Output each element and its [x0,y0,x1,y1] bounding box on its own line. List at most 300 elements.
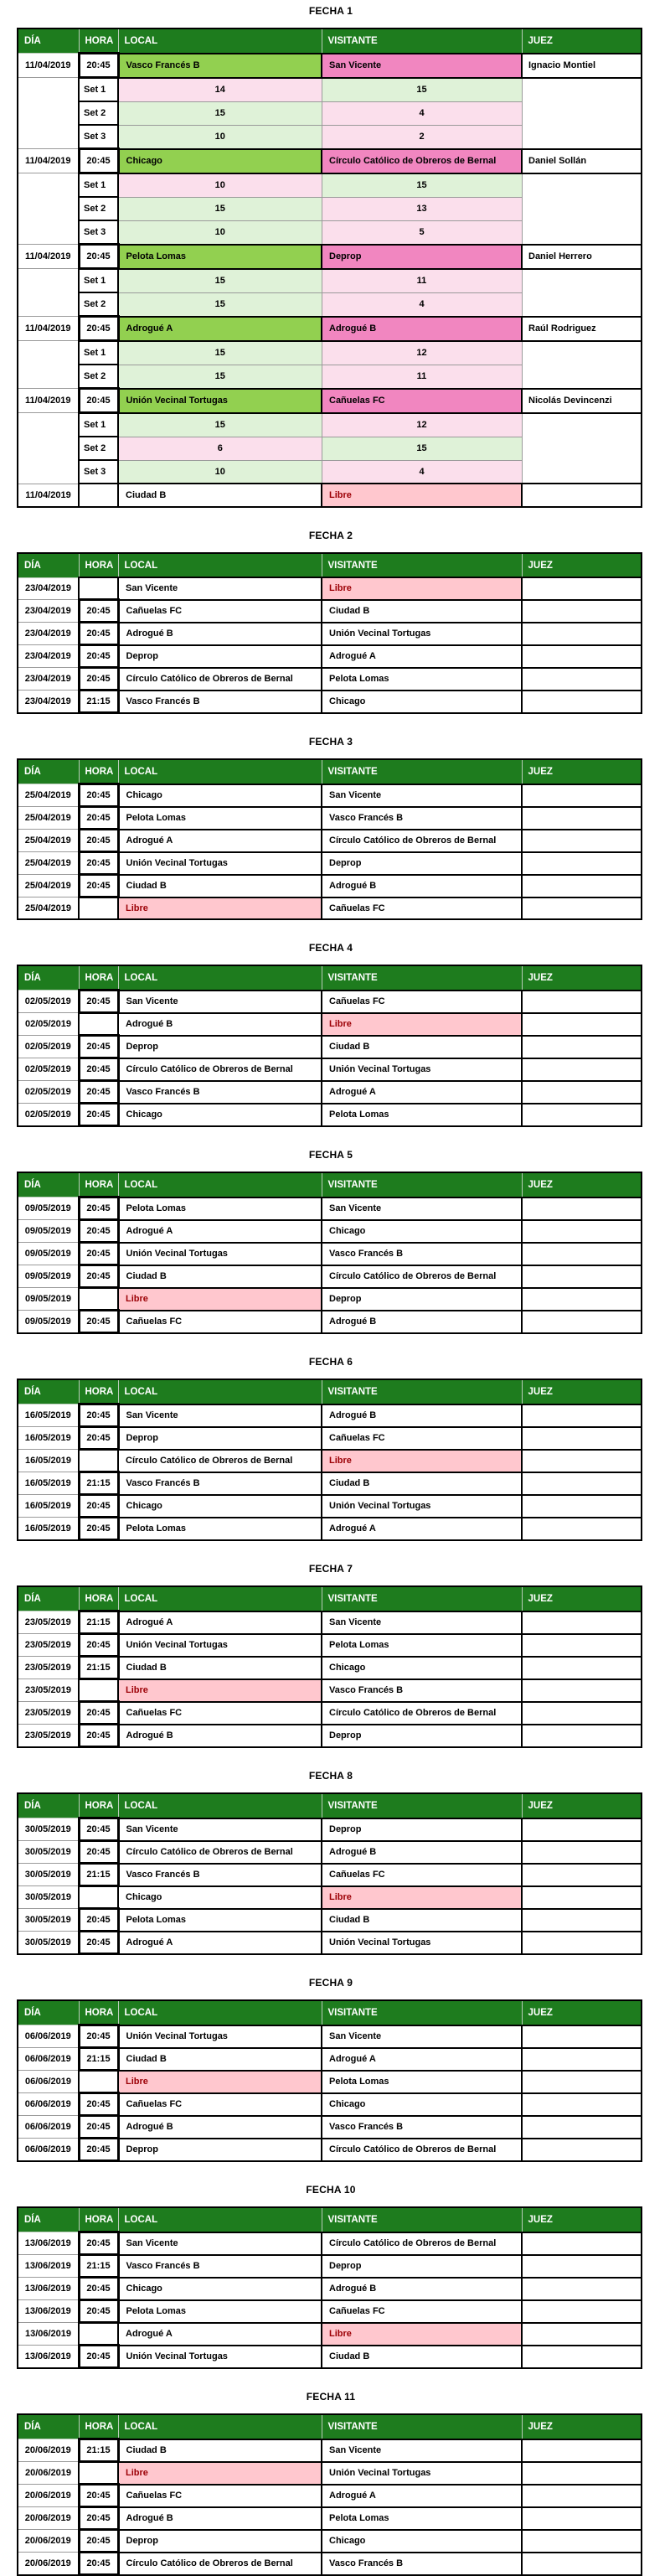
match-row [18,2553,642,2575]
hora-cell: 20:45 [79,2232,118,2255]
local-team-cell: San Vicente [118,1404,322,1427]
dia-cell: 30/05/2019 [18,1909,79,1932]
visitante-team-cell: Adrogué B [322,1404,522,1427]
header-cell-local: LOCAL [118,965,322,991]
juez-empty-cell [522,413,642,484]
visitante-team-cell: Círculo Católico de Obreros de Bernal [322,830,522,852]
hora-cell: 20:45 [79,1909,118,1932]
hora-cell [79,1288,118,1311]
match-row [18,317,642,341]
juez-cell [522,807,642,830]
set-score-visitante: 5 [322,220,522,245]
juez-cell [522,852,642,875]
juez-cell: Nicolás Devincenzi [522,389,642,413]
dia-cell: 20/06/2019 [18,2439,79,2462]
hora-cell: 20:45 [79,1932,118,1954]
header-cell-hora: HORA [79,2414,118,2439]
local-team-cell: Círculo Católico de Obreros de Bernal [118,2553,322,2575]
hora-cell: 20:45 [79,2507,118,2530]
set-score-visitante: 12 [322,341,522,365]
header-cell-visitante: VISITANTE [322,1172,522,1197]
dia-cell: 09/05/2019 [18,1220,79,1243]
set-label-cell: Set 2 [79,437,118,460]
hora-cell: 21:15 [79,2439,118,2462]
match-row [18,1058,642,1081]
local-team-cell: Ciudad B [118,1657,322,1679]
visitante-team-cell: Deprop [322,1288,522,1311]
match-row [18,1220,642,1243]
hora-cell: 21:15 [79,2048,118,2071]
hora-cell [79,484,118,507]
match-row [18,2485,642,2507]
fecha-section-9 [0,1955,670,2162]
header-cell-visitante: VISITANTE [322,2207,522,2232]
hora-cell: 20:45 [79,2278,118,2300]
local-team-cell: Adrogué B [118,2507,322,2530]
hora-cell: 20:45 [79,1725,118,1747]
match-row [18,852,642,875]
visitante-team-cell: Vasco Francés B [322,1243,522,1265]
visitante-team-cell: Unión Vecinal Tortugas [322,1495,522,1518]
set-score-visitante: 4 [322,460,522,484]
hora-cell: 21:15 [79,691,118,713]
juez-cell [522,1104,642,1126]
match-row [18,54,642,78]
set-row [18,413,642,437]
match-row [18,484,642,507]
juez-cell [522,1495,642,1518]
juez-cell: Ignacio Montiel [522,54,642,78]
local-team-cell: Libre [118,897,322,920]
local-team-cell: San Vicente [118,577,322,600]
header-cell-hora: HORA [79,965,118,991]
set-score-local: 6 [118,437,322,460]
visitante-team-cell: Unión Vecinal Tortugas [322,1058,522,1081]
set-score-local: 15 [118,197,322,220]
hora-cell: 20:45 [79,807,118,830]
juez-cell [522,1818,642,1841]
set-score-local: 10 [118,173,322,198]
hora-cell: 20:45 [79,1104,118,1126]
local-team-cell: Deprop [118,2139,322,2161]
fecha-title: FECHA 7 [308,1563,353,1575]
juez-cell [522,1634,642,1657]
juez-cell [522,645,642,668]
dia-cell: 30/05/2019 [18,1818,79,1841]
fecha-section-10 [0,2162,670,2369]
hora-cell: 20:45 [79,1495,118,1518]
dia-cell: 23/04/2019 [18,577,79,600]
dia-cell: 25/04/2019 [18,784,79,807]
dia-cell: 11/04/2019 [18,389,79,413]
match-row [18,1197,642,1220]
fecha-section-11 [0,2369,670,2576]
local-team-cell: Pelota Lomas [118,807,322,830]
schedule-table [17,28,642,508]
visitante-team-cell: Cañuelas FC [322,1427,522,1450]
juez-empty-cell [522,173,642,245]
local-team-cell: Cañuelas FC [118,1311,322,1333]
dia-cell: 06/06/2019 [18,2116,79,2139]
juez-cell [522,875,642,897]
juez-cell [522,1841,642,1864]
header-row [18,759,642,784]
dia-cell: 11/04/2019 [18,317,79,341]
local-team-cell: Ciudad B [118,875,322,897]
dia-cell: 23/04/2019 [18,691,79,713]
schedule-table [17,2413,642,2576]
header-cell-juez: JUEZ [522,1379,642,1404]
dia-cell: 25/04/2019 [18,830,79,852]
hora-cell: 20:45 [79,668,118,691]
dia-cell: 02/05/2019 [18,1081,79,1104]
visitante-team-cell: Libre [322,2323,522,2346]
set-score-local: 15 [118,341,322,365]
hora-cell: 20:45 [79,2346,118,2368]
visitante-team-cell: Ciudad B [322,1909,522,1932]
local-team-cell: Libre [118,1679,322,1702]
header-cell-da: DÍA [18,2000,79,2025]
visitante-team-cell: San Vicente [322,1611,522,1634]
visitante-team-cell: Ciudad B [322,600,522,623]
dia-cell: 16/05/2019 [18,1472,79,1495]
set-label-cell: Set 2 [79,101,118,125]
set-score-visitante: 4 [322,101,522,125]
visitante-team-cell: Chicago [322,2530,522,2553]
hora-cell: 20:45 [79,2116,118,2139]
local-team-cell: Unión Vecinal Tortugas [118,1634,322,1657]
visitante-team-cell: Círculo Católico de Obreros de Bernal [322,2232,522,2255]
header-cell-local: LOCAL [118,1172,322,1197]
visitante-team-cell: Ciudad B [322,1472,522,1495]
match-row [18,600,642,623]
visitante-team-cell: Libre [322,1450,522,1472]
dia-cell: 20/06/2019 [18,2462,79,2485]
visitante-team-cell: San Vicente [322,784,522,807]
fecha-title: FECHA 3 [308,736,353,747]
match-row [18,1725,642,1747]
match-row [18,991,642,1013]
juez-cell [522,2530,642,2553]
dia-cell: 23/05/2019 [18,1611,79,1634]
juez-cell [522,1909,642,1932]
local-team-cell: Ciudad B [118,484,322,507]
juez-empty-cell [522,341,642,389]
dia-cell: 13/06/2019 [18,2255,79,2278]
fecha-section-6 [0,1334,670,1541]
visitante-team-cell: Pelota Lomas [322,2507,522,2530]
local-team-cell: Vasco Francés B [118,2255,322,2278]
match-row [18,1886,642,1909]
match-row [18,2071,642,2093]
juez-empty-cell [522,78,642,149]
visitante-team-cell: Libre [322,1886,522,1909]
juez-cell [522,2071,642,2093]
dia-cell: 25/04/2019 [18,875,79,897]
header-cell-visitante: VISITANTE [322,2414,522,2439]
fecha-title: FECHA 6 [308,1356,353,1368]
local-team-cell: San Vicente [118,991,322,1013]
schedule-table [17,1792,642,1955]
juez-cell [522,1518,642,1540]
match-row [18,2300,642,2323]
dia-cell: 11/04/2019 [18,54,79,78]
juez-cell [522,691,642,713]
set-score-local: 15 [118,365,322,389]
local-team-cell: Libre [118,1288,322,1311]
juez-cell [522,2278,642,2300]
local-team-cell: Deprop [118,645,322,668]
hora-cell: 20:45 [79,1518,118,1540]
visitante-team-cell: Deprop [322,1818,522,1841]
header-cell-da: DÍA [18,965,79,991]
visitante-team-cell: Cañuelas FC [322,2300,522,2323]
juez-cell [522,2553,642,2575]
hora-cell: 20:45 [79,1634,118,1657]
match-row [18,1702,642,1725]
hora-cell: 20:45 [79,600,118,623]
dia-cell: 13/06/2019 [18,2278,79,2300]
visitante-team-cell: Deprop [322,2255,522,2278]
dia-cell: 09/05/2019 [18,1243,79,1265]
dia-cell: 20/06/2019 [18,2530,79,2553]
header-row [18,1172,642,1197]
juez-cell [522,2048,642,2071]
header-cell-da: DÍA [18,28,79,54]
set-label-cell: Set 1 [79,269,118,293]
visitante-team-cell: Chicago [322,1657,522,1679]
header-row [18,1586,642,1611]
juez-cell [522,1197,642,1220]
visitante-team-cell: Adrogué A [322,645,522,668]
juez-cell [522,2255,642,2278]
match-row [18,2048,642,2071]
juez-cell [522,1311,642,1333]
hora-cell: 20:45 [79,389,118,413]
local-team-cell: Adrogué A [118,2323,322,2346]
match-row [18,807,642,830]
local-team-cell: Deprop [118,1036,322,1058]
match-row [18,784,642,807]
match-row [18,875,642,897]
match-row [18,2116,642,2139]
match-row [18,2507,642,2530]
visitante-team-cell: Pelota Lomas [322,2071,522,2093]
juez-cell [522,784,642,807]
local-team-cell: Adrogué B [118,623,322,645]
match-row [18,2139,642,2161]
juez-cell [522,897,642,920]
schedule-table [17,1585,642,1748]
local-team-cell: Pelota Lomas [118,245,322,269]
match-row [18,897,642,920]
visitante-team-cell: Cañuelas FC [322,897,522,920]
hora-cell: 20:45 [79,149,118,173]
match-row [18,2278,642,2300]
local-team-cell: Ciudad B [118,2439,322,2462]
dia-cell: 06/06/2019 [18,2139,79,2161]
dia-cell: 09/05/2019 [18,1311,79,1333]
dia-cell: 23/04/2019 [18,668,79,691]
hora-cell: 20:45 [79,1243,118,1265]
header-cell-local: LOCAL [118,759,322,784]
dia-cell: 13/06/2019 [18,2346,79,2368]
local-team-cell: Chicago [118,1104,322,1126]
set-score-local: 10 [118,125,322,149]
dia-cell: 11/04/2019 [18,245,79,269]
visitante-team-cell: Unión Vecinal Tortugas [322,2462,522,2485]
match-row [18,1104,642,1126]
fecha-title: FECHA 5 [308,1149,353,1161]
header-cell-hora: HORA [79,2207,118,2232]
local-team-cell: Adrogué A [118,1611,322,1634]
hora-cell: 20:45 [79,1220,118,1243]
juez-cell [522,1265,642,1288]
local-team-cell: Ciudad B [118,1265,322,1288]
visitante-team-cell: Deprop [322,852,522,875]
header-cell-juez: JUEZ [522,759,642,784]
set-score-local: 15 [118,292,322,317]
juez-cell [522,2346,642,2368]
schedule-table [17,1999,642,2162]
hora-cell: 20:45 [79,991,118,1013]
match-row [18,1818,642,1841]
juez-cell [522,484,642,507]
dia-empty-cell [18,413,79,484]
visitante-team-cell: Chicago [322,2093,522,2116]
header-cell-da: DÍA [18,1586,79,1611]
header-cell-visitante: VISITANTE [322,2000,522,2025]
hora-cell: 20:45 [79,1197,118,1220]
visitante-team-cell: Deprop [322,245,522,269]
match-row [18,1013,642,1036]
schedule-table [17,1172,642,1334]
match-row [18,2439,642,2462]
dia-cell: 02/05/2019 [18,1058,79,1081]
local-team-cell: Ciudad B [118,2048,322,2071]
juez-empty-cell [522,269,642,317]
fecha-title: FECHA 9 [308,1977,353,1989]
header-cell-local: LOCAL [118,28,322,54]
local-team-cell: Unión Vecinal Tortugas [118,852,322,875]
hora-cell: 20:45 [79,645,118,668]
dia-empty-cell [18,173,79,245]
local-team-cell: Chicago [118,2278,322,2300]
visitante-team-cell: Círculo Católico de Obreros de Bernal [322,1702,522,1725]
dia-cell: 23/04/2019 [18,645,79,668]
match-row [18,1864,642,1886]
juez-cell [522,2323,642,2346]
header-cell-local: LOCAL [118,1793,322,1818]
juez-cell: Daniel Herrero [522,245,642,269]
match-row [18,1932,642,1954]
hora-cell [79,897,118,920]
hora-cell: 21:15 [79,2255,118,2278]
match-row [18,2025,642,2048]
local-team-cell: Círculo Católico de Obreros de Bernal [118,1450,322,1472]
dia-empty-cell [18,269,79,317]
set-score-visitante: 13 [322,197,522,220]
match-row [18,389,642,413]
dia-cell: 13/06/2019 [18,2323,79,2346]
dia-cell: 23/05/2019 [18,1657,79,1679]
visitante-team-cell: San Vicente [322,2439,522,2462]
dia-cell: 30/05/2019 [18,1841,79,1864]
match-row [18,1495,642,1518]
header-cell-visitante: VISITANTE [322,965,522,991]
visitante-team-cell: Ciudad B [322,2346,522,2368]
dia-cell: 13/06/2019 [18,2300,79,2323]
visitante-team-cell: Pelota Lomas [322,1104,522,1126]
header-cell-hora: HORA [79,553,118,577]
visitante-team-cell: Círculo Católico de Obreros de Bernal [322,1265,522,1288]
fecha-title: FECHA 11 [306,2391,356,2403]
hora-cell: 20:45 [79,54,118,78]
header-cell-hora: HORA [79,1172,118,1197]
header-row [18,965,642,991]
header-cell-visitante: VISITANTE [322,28,522,54]
local-team-cell: Círculo Católico de Obreros de Bernal [118,1058,322,1081]
visitante-team-cell: Ciudad B [322,1036,522,1058]
hora-cell [79,2323,118,2346]
visitante-team-cell: Unión Vecinal Tortugas [322,1932,522,1954]
dia-cell: 23/05/2019 [18,1702,79,1725]
header-cell-local: LOCAL [118,2000,322,2025]
header-row [18,553,642,577]
local-team-cell: Círculo Católico de Obreros de Bernal [118,1841,322,1864]
header-cell-juez: JUEZ [522,1172,642,1197]
header-cell-juez: JUEZ [522,2000,642,2025]
dia-cell: 23/05/2019 [18,1634,79,1657]
dia-cell: 06/06/2019 [18,2093,79,2116]
local-team-cell: San Vicente [118,2232,322,2255]
hora-cell [79,577,118,600]
set-score-visitante: 11 [322,269,522,293]
dia-cell: 11/04/2019 [18,149,79,173]
fecha-section-1 [0,0,670,508]
header-row [18,28,642,54]
local-team-cell: Vasco Francés B [118,1081,322,1104]
local-team-cell: Adrogué B [118,1725,322,1747]
match-row [18,623,642,645]
set-label-cell: Set 3 [79,220,118,245]
set-score-local: 10 [118,220,322,245]
visitante-team-cell: Deprop [322,1725,522,1747]
header-cell-hora: HORA [79,2000,118,2025]
hora-cell: 20:45 [79,1818,118,1841]
dia-cell: 23/04/2019 [18,600,79,623]
dia-cell: 06/06/2019 [18,2025,79,2048]
juez-cell [522,1679,642,1702]
local-team-cell: Chicago [118,1495,322,1518]
visitante-team-cell: Unión Vecinal Tortugas [322,623,522,645]
local-team-cell: Cañuelas FC [118,600,322,623]
header-row [18,2414,642,2439]
hora-cell [79,1013,118,1036]
local-team-cell: Chicago [118,149,322,173]
hora-cell: 20:45 [79,830,118,852]
match-row [18,245,642,269]
hora-cell: 20:45 [79,852,118,875]
dia-cell: 16/05/2019 [18,1404,79,1427]
hora-cell: 20:45 [79,623,118,645]
header-cell-da: DÍA [18,2414,79,2439]
local-team-cell: Deprop [118,2530,322,2553]
local-team-cell: Unión Vecinal Tortugas [118,2346,322,2368]
local-team-cell: Adrogué A [118,830,322,852]
dia-cell: 09/05/2019 [18,1288,79,1311]
fecha-section-4 [0,920,670,1127]
